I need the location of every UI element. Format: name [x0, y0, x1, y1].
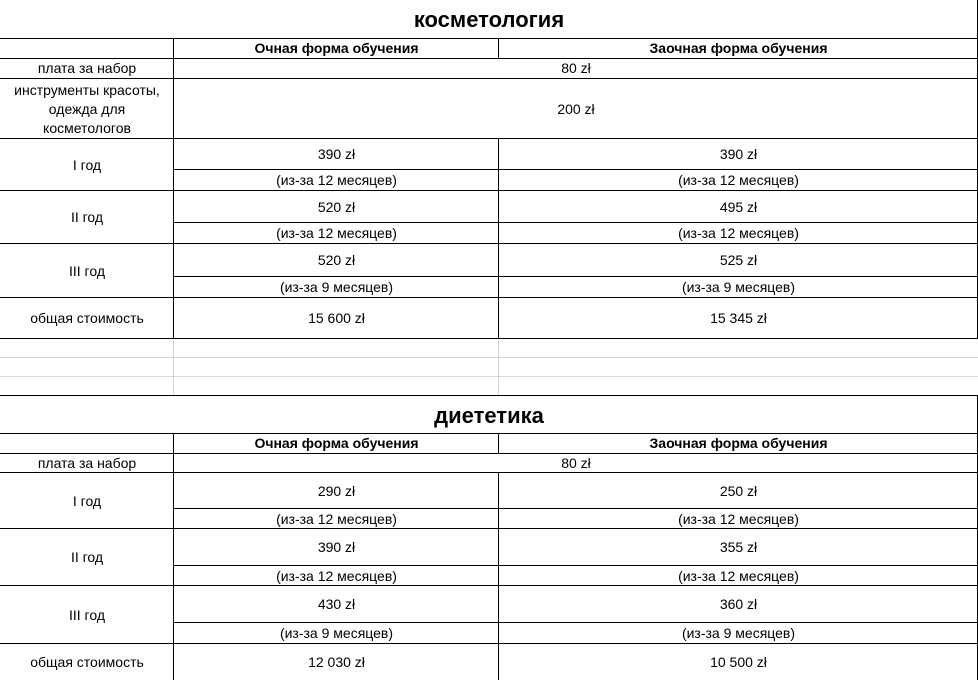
grid-line	[0, 585, 978, 586]
grid-line	[174, 276, 978, 277]
grid-line	[173, 434, 174, 680]
grid-line	[498, 139, 499, 339]
grid-line	[0, 357, 978, 358]
grid-line	[0, 338, 978, 339]
enrollment-fee-value[interactable]: 80 zł	[561, 60, 591, 76]
total-fulltime[interactable]: 12 030 zł	[308, 653, 365, 670]
total-fulltime[interactable]: 15 600 zł	[308, 310, 365, 326]
grid-line	[0, 38, 978, 39]
grid-line	[0, 243, 978, 244]
enrollment-fee-value[interactable]: 80 zł	[561, 455, 591, 471]
year-2-parttime-price[interactable]: 495 zł	[719, 198, 758, 215]
year-1-parttime-price[interactable]: 390 zł	[719, 146, 758, 162]
grid-line	[0, 395, 978, 396]
year-3-parttime-price[interactable]: 525 zł	[719, 252, 758, 268]
col-header-parttime[interactable]: Заочная форма обучения	[649, 40, 828, 56]
grid-line	[498, 339, 499, 395]
grid-line	[498, 434, 499, 454]
enrollment-fee-label[interactable]: плата за набор	[37, 455, 137, 471]
grid-line	[174, 508, 978, 509]
grid-line	[174, 622, 978, 623]
year-2-label[interactable]: II год	[70, 209, 104, 225]
grid-line	[0, 472, 978, 473]
grid-line	[173, 339, 174, 395]
year-1-fulltime-price[interactable]: 390 zł	[317, 146, 356, 162]
enrollment-fee-label[interactable]: плата за набор	[37, 60, 137, 76]
year-3-fulltime-price[interactable]: 430 zł	[317, 596, 356, 612]
grid-line	[0, 297, 978, 298]
total-label[interactable]: общая стоимость	[30, 653, 144, 670]
year-1-fulltime-period[interactable]: (из-за 12 месяцев)	[276, 172, 397, 188]
grid-line	[498, 473, 499, 680]
year-3-fulltime-period[interactable]: (из-за 9 месяцев)	[279, 279, 394, 295]
grid-line	[0, 433, 978, 434]
grid-line	[174, 565, 978, 566]
grid-line	[0, 643, 978, 644]
instruments-value[interactable]: 200 zł	[557, 100, 595, 117]
year-1-parttime-price[interactable]: 250 zł	[719, 482, 758, 499]
col-header-parttime[interactable]: Заочная форма обучения	[649, 435, 828, 451]
year-3-label[interactable]: III год	[68, 262, 105, 279]
year-2-label[interactable]: II год	[70, 549, 104, 565]
grid-line	[498, 39, 499, 59]
year-2-fulltime-price[interactable]: 390 zł	[317, 539, 356, 555]
year-1-label[interactable]: I год	[72, 156, 102, 173]
year-3-label[interactable]: III год	[68, 606, 105, 623]
year-3-fulltime-period[interactable]: (из-за 9 месяцев)	[279, 625, 394, 641]
year-3-parttime-period[interactable]: (из-за 9 месяцев)	[681, 279, 796, 295]
year-3-parttime-price[interactable]: 360 zł	[719, 596, 758, 612]
instruments-label[interactable]: инструменты красоты, одежда для косметологов	[14, 81, 160, 136]
year-3-parttime-period[interactable]: (из-за 9 месяцев)	[681, 625, 796, 641]
total-label[interactable]: общая стоимость	[30, 310, 144, 326]
grid-line	[0, 78, 978, 79]
year-3-fulltime-price[interactable]: 520 zł	[317, 252, 356, 268]
grid-line	[0, 376, 978, 377]
year-1-fulltime-period[interactable]: (из-за 12 месяцев)	[276, 510, 397, 527]
total-parttime[interactable]: 15 345 zł	[710, 310, 767, 326]
grid-line	[174, 222, 978, 223]
col-header-fulltime[interactable]: Очная форма обучения	[254, 40, 419, 56]
table-title-dietetics[interactable]: диететика	[434, 402, 544, 428]
year-1-label[interactable]: I год	[72, 492, 102, 509]
year-2-fulltime-period[interactable]: (из-за 12 месяцев)	[276, 567, 397, 584]
year-1-parttime-period[interactable]: (из-за 12 месяцев)	[678, 172, 799, 188]
table-title-cosmetology[interactable]: косметология	[413, 7, 565, 32]
year-2-fulltime-period[interactable]: (из-за 12 месяцев)	[276, 225, 397, 241]
grid-line	[173, 39, 174, 339]
grid-line	[0, 528, 978, 529]
grid-line	[174, 169, 978, 170]
year-2-parttime-price[interactable]: 355 zł	[719, 539, 758, 555]
year-1-fulltime-price[interactable]: 290 zł	[317, 482, 356, 499]
year-2-fulltime-price[interactable]: 520 zł	[317, 198, 356, 215]
year-2-parttime-period[interactable]: (из-за 12 месяцев)	[678, 225, 799, 241]
grid-line	[0, 58, 978, 59]
year-1-parttime-period[interactable]: (из-за 12 месяцев)	[678, 510, 799, 527]
col-header-fulltime[interactable]: Очная форма обучения	[254, 435, 419, 451]
year-2-parttime-period[interactable]: (из-за 12 месяцев)	[678, 567, 799, 584]
grid-line	[0, 138, 978, 139]
grid-line	[0, 190, 978, 191]
grid-line	[0, 453, 978, 454]
total-parttime[interactable]: 10 500 zł	[710, 653, 767, 670]
